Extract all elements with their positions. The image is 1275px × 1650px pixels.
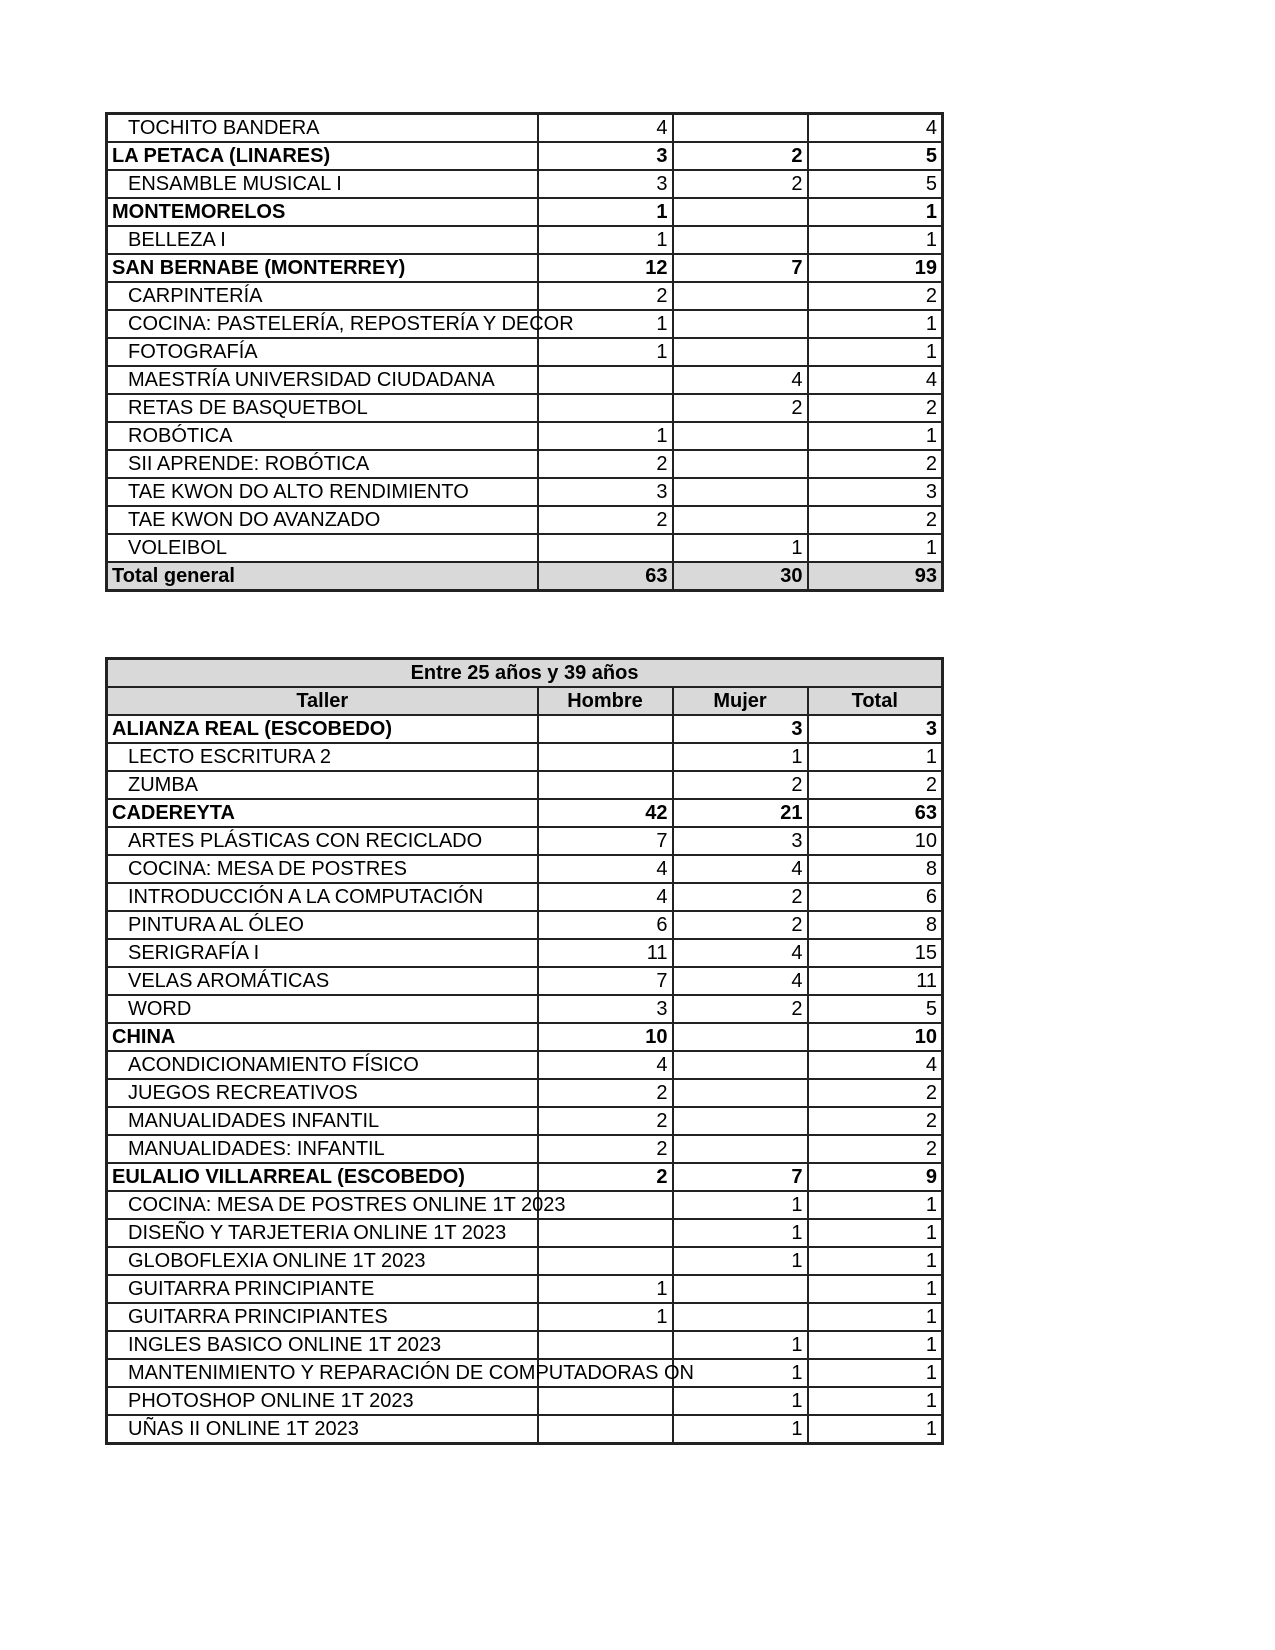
total-cell: 1: [808, 1359, 943, 1387]
age-25-39-table: [105, 657, 944, 1445]
table-row: [107, 170, 943, 198]
location-row: [107, 198, 943, 226]
hombre-cell: 7: [538, 827, 673, 855]
taller-cell: INTRODUCCIÓN A LA COMPUTACIÓN: [107, 883, 538, 911]
total-cell: 1: [808, 1303, 943, 1331]
taller-cell: TOCHITO BANDERA: [107, 114, 538, 143]
taller-cell: LECTO ESCRITURA 2: [107, 743, 538, 771]
summary-table-body: [107, 114, 943, 591]
table-row: [107, 478, 943, 506]
table-row: [107, 855, 943, 883]
taller-cell: CADEREYTA: [107, 799, 538, 827]
hombre-cell: 7: [538, 967, 673, 995]
mujer-cell: 1: [673, 1191, 808, 1219]
mujer-cell: [673, 1135, 808, 1163]
total-cell: 1: [808, 226, 943, 254]
table-row: [107, 282, 943, 310]
mujer-cell: [673, 198, 808, 226]
hombre-cell: [538, 534, 673, 562]
grand-total-row: [107, 562, 943, 591]
mujer-cell: 2: [673, 771, 808, 799]
mujer-cell: 2: [673, 142, 808, 170]
mujer-cell: 2: [673, 170, 808, 198]
table-row: [107, 1247, 943, 1275]
table-row: [107, 1191, 943, 1219]
mujer-cell: 3: [673, 827, 808, 855]
total-cell: 1: [808, 1247, 943, 1275]
location-row: [107, 142, 943, 170]
taller-cell: SII APRENDE: ROBÓTICA: [107, 450, 538, 478]
total-cell: 2: [808, 450, 943, 478]
table-row: [107, 506, 943, 534]
mujer-cell: 1: [673, 1387, 808, 1415]
hombre-cell: 42: [538, 799, 673, 827]
location-row: [107, 254, 943, 282]
table-row: [107, 338, 943, 366]
table-row: [107, 883, 943, 911]
table-row: [107, 939, 943, 967]
hombre-cell: [538, 1247, 673, 1275]
taller-cell: GLOBOFLEXIA ONLINE 1T 2023: [107, 1247, 538, 1275]
taller-cell: Total general: [107, 562, 538, 591]
taller-cell: JUEGOS RECREATIVOS: [107, 1079, 538, 1107]
mujer-cell: [673, 1107, 808, 1135]
total-cell: 1: [808, 338, 943, 366]
hombre-cell: 11: [538, 939, 673, 967]
mujer-cell: 1: [673, 1247, 808, 1275]
table-row: [107, 1415, 943, 1444]
header-total: Total: [808, 687, 943, 715]
total-cell: 1: [808, 1415, 943, 1444]
total-cell: 1: [808, 1191, 943, 1219]
total-cell: 1: [808, 1331, 943, 1359]
location-row: [107, 1163, 943, 1191]
taller-cell: PINTURA AL ÓLEO: [107, 911, 538, 939]
mujer-cell: [673, 1023, 808, 1051]
total-cell: 6: [808, 883, 943, 911]
hombre-cell: 1: [538, 1275, 673, 1303]
hombre-cell: 3: [538, 142, 673, 170]
total-cell: 2: [808, 771, 943, 799]
hombre-cell: 1: [538, 338, 673, 366]
header-mujer: Mujer: [673, 687, 808, 715]
hombre-cell: 2: [538, 1107, 673, 1135]
hombre-cell: 4: [538, 855, 673, 883]
taller-cell: MAESTRÍA UNIVERSIDAD CIUDADANA: [107, 366, 538, 394]
taller-cell: ACONDICIONAMIENTO FÍSICO: [107, 1051, 538, 1079]
total-cell: 3: [808, 715, 943, 743]
total-cell: 1: [808, 743, 943, 771]
table-row: [107, 422, 943, 450]
table-row: [107, 310, 943, 338]
table-header-row: [107, 687, 943, 715]
taller-cell: MONTEMORELOS: [107, 198, 538, 226]
total-cell: 2: [808, 1079, 943, 1107]
total-cell: 5: [808, 995, 943, 1023]
taller-cell: WORD: [107, 995, 538, 1023]
hombre-cell: 2: [538, 1079, 673, 1107]
taller-cell: CHINA: [107, 1023, 538, 1051]
taller-cell: LA PETACA (LINARES): [107, 142, 538, 170]
mujer-cell: 3: [673, 715, 808, 743]
table-row: [107, 1275, 943, 1303]
taller-cell: GUITARRA PRINCIPIANTE: [107, 1275, 538, 1303]
total-cell: 2: [808, 1107, 943, 1135]
mujer-cell: 1: [673, 1331, 808, 1359]
taller-cell: MANUALIDADES INFANTIL: [107, 1107, 538, 1135]
mujer-cell: 7: [673, 1163, 808, 1191]
age-25-39-table-body: [107, 715, 943, 1444]
summary-table-continued: [105, 112, 944, 592]
table-row: [107, 1135, 943, 1163]
hombre-cell: 2: [538, 506, 673, 534]
taller-cell: ALIANZA REAL (ESCOBEDO): [107, 715, 538, 743]
mujer-cell: 2: [673, 911, 808, 939]
mujer-cell: 21: [673, 799, 808, 827]
hombre-cell: 1: [538, 310, 673, 338]
total-cell: 2: [808, 1135, 943, 1163]
hombre-cell: [538, 1219, 673, 1247]
taller-cell: DISEÑO Y TARJETERIA ONLINE 1T 2023: [107, 1219, 538, 1247]
hombre-cell: 4: [538, 114, 673, 143]
table-row: [107, 366, 943, 394]
total-cell: 8: [808, 911, 943, 939]
hombre-cell: 10: [538, 1023, 673, 1051]
taller-cell: PHOTOSHOP ONLINE 1T 2023: [107, 1387, 538, 1415]
hombre-cell: 3: [538, 170, 673, 198]
table-row: [107, 1219, 943, 1247]
total-cell: 5: [808, 170, 943, 198]
taller-cell: EULALIO VILLARREAL (ESCOBEDO): [107, 1163, 538, 1191]
table-title: Entre 25 años y 39 años: [107, 659, 943, 688]
hombre-cell: 1: [538, 422, 673, 450]
hombre-cell: [538, 1331, 673, 1359]
taller-cell: COCINA: PASTELERÍA, REPOSTERÍA Y DECOR: [107, 310, 538, 338]
table-row: [107, 771, 943, 799]
hombre-cell: 2: [538, 450, 673, 478]
total-cell: 1: [808, 1387, 943, 1415]
hombre-cell: 2: [538, 1135, 673, 1163]
taller-cell: COCINA: MESA DE POSTRES ONLINE 1T 2023: [107, 1191, 538, 1219]
total-cell: 1: [808, 310, 943, 338]
mujer-cell: 2: [673, 883, 808, 911]
table-row: [107, 827, 943, 855]
total-cell: 2: [808, 282, 943, 310]
taller-cell: SAN BERNABE (MONTERREY): [107, 254, 538, 282]
mujer-cell: [673, 282, 808, 310]
taller-cell: MANUALIDADES: INFANTIL: [107, 1135, 538, 1163]
location-row: [107, 1023, 943, 1051]
mujer-cell: 2: [673, 394, 808, 422]
table-row: [107, 743, 943, 771]
mujer-cell: [673, 1303, 808, 1331]
taller-cell: TAE KWON DO ALTO RENDIMIENTO: [107, 478, 538, 506]
table-row: [107, 1359, 943, 1387]
table-row: [107, 394, 943, 422]
hombre-cell: 4: [538, 883, 673, 911]
mujer-cell: 4: [673, 967, 808, 995]
total-cell: 1: [808, 1275, 943, 1303]
total-cell: 2: [808, 506, 943, 534]
mujer-cell: 1: [673, 743, 808, 771]
table-row: [107, 450, 943, 478]
total-cell: 9: [808, 1163, 943, 1191]
table-row: [107, 1331, 943, 1359]
taller-cell: ZUMBA: [107, 771, 538, 799]
table-row: [107, 534, 943, 562]
table-row: [107, 911, 943, 939]
hombre-cell: 12: [538, 254, 673, 282]
taller-cell: MANTENIMIENTO Y REPARACIÓN DE COMPUTADORAS ON: [107, 1359, 538, 1387]
total-cell: 1: [808, 198, 943, 226]
total-cell: 4: [808, 1051, 943, 1079]
taller-cell: TAE KWON DO AVANZADO: [107, 506, 538, 534]
hombre-cell: 3: [538, 995, 673, 1023]
mujer-cell: [673, 1275, 808, 1303]
mujer-cell: [673, 1051, 808, 1079]
location-row: [107, 715, 943, 743]
taller-cell: CARPINTERÍA: [107, 282, 538, 310]
mujer-cell: 7: [673, 254, 808, 282]
mujer-cell: 4: [673, 366, 808, 394]
table-row: [107, 114, 943, 143]
location-row: [107, 799, 943, 827]
taller-cell: SERIGRAFÍA I: [107, 939, 538, 967]
taller-cell: UÑAS II ONLINE 1T 2023: [107, 1415, 538, 1444]
hombre-cell: [538, 394, 673, 422]
mujer-cell: 4: [673, 855, 808, 883]
mujer-cell: [673, 450, 808, 478]
mujer-cell: 30: [673, 562, 808, 591]
taller-cell: ARTES PLÁSTICAS CON RECICLADO: [107, 827, 538, 855]
header-taller: Taller: [107, 687, 538, 715]
hombre-cell: [538, 366, 673, 394]
table-title-row: [107, 659, 943, 688]
mujer-cell: 1: [673, 1359, 808, 1387]
total-cell: 3: [808, 478, 943, 506]
mujer-cell: [673, 422, 808, 450]
table-row: [107, 1051, 943, 1079]
mujer-cell: 1: [673, 1415, 808, 1444]
total-cell: 93: [808, 562, 943, 591]
mujer-cell: 1: [673, 1219, 808, 1247]
table-row: [107, 967, 943, 995]
total-cell: 2: [808, 394, 943, 422]
hombre-cell: 2: [538, 282, 673, 310]
total-cell: 11: [808, 967, 943, 995]
hombre-cell: [538, 743, 673, 771]
table-row: [107, 1303, 943, 1331]
total-cell: 4: [808, 114, 943, 143]
taller-cell: VOLEIBOL: [107, 534, 538, 562]
mujer-cell: [673, 506, 808, 534]
hombre-cell: [538, 771, 673, 799]
total-cell: 1: [808, 1219, 943, 1247]
hombre-cell: 1: [538, 1303, 673, 1331]
hombre-cell: 1: [538, 198, 673, 226]
mujer-cell: 4: [673, 939, 808, 967]
table-row: [107, 1387, 943, 1415]
hombre-cell: 2: [538, 1163, 673, 1191]
mujer-cell: 2: [673, 995, 808, 1023]
mujer-cell: [673, 478, 808, 506]
mujer-cell: [673, 338, 808, 366]
total-cell: 1: [808, 422, 943, 450]
taller-cell: RETAS DE BASQUETBOL: [107, 394, 538, 422]
mujer-cell: [673, 310, 808, 338]
mujer-cell: [673, 1079, 808, 1107]
total-cell: 10: [808, 1023, 943, 1051]
hombre-cell: 1: [538, 226, 673, 254]
hombre-cell: 6: [538, 911, 673, 939]
total-cell: 5: [808, 142, 943, 170]
table-row: [107, 995, 943, 1023]
total-cell: 4: [808, 366, 943, 394]
table-row: [107, 1079, 943, 1107]
hombre-cell: 4: [538, 1051, 673, 1079]
table-row: [107, 1107, 943, 1135]
taller-cell: ROBÓTICA: [107, 422, 538, 450]
hombre-cell: [538, 1387, 673, 1415]
table-row: [107, 226, 943, 254]
taller-cell: VELAS AROMÁTICAS: [107, 967, 538, 995]
header-hombre: Hombre: [538, 687, 673, 715]
total-cell: 10: [808, 827, 943, 855]
hombre-cell: [538, 715, 673, 743]
total-cell: 63: [808, 799, 943, 827]
taller-cell: INGLES BASICO ONLINE 1T 2023: [107, 1331, 538, 1359]
taller-cell: GUITARRA PRINCIPIANTES: [107, 1303, 538, 1331]
taller-cell: COCINA: MESA DE POSTRES: [107, 855, 538, 883]
total-cell: 15: [808, 939, 943, 967]
hombre-cell: 63: [538, 562, 673, 591]
hombre-cell: [538, 1415, 673, 1444]
taller-cell: BELLEZA I: [107, 226, 538, 254]
taller-cell: FOTOGRAFÍA: [107, 338, 538, 366]
total-cell: 1: [808, 534, 943, 562]
total-cell: 19: [808, 254, 943, 282]
taller-cell: ENSAMBLE MUSICAL I: [107, 170, 538, 198]
total-cell: 8: [808, 855, 943, 883]
mujer-cell: 1: [673, 534, 808, 562]
hombre-cell: 3: [538, 478, 673, 506]
mujer-cell: [673, 114, 808, 143]
mujer-cell: [673, 226, 808, 254]
